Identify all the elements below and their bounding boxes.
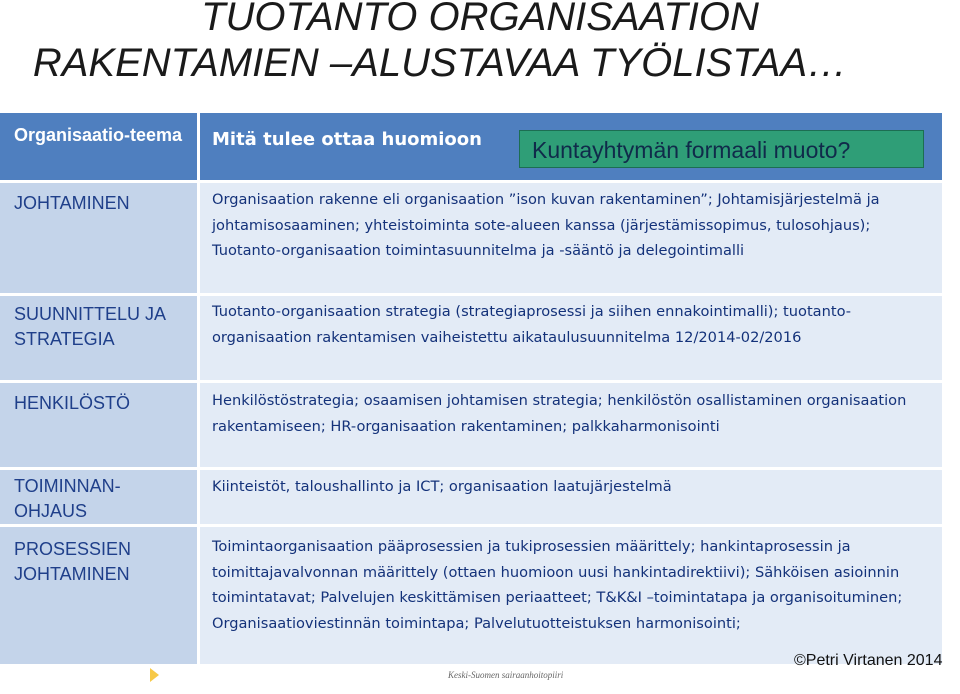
table-row bbox=[0, 527, 942, 667]
table-row bbox=[0, 183, 942, 296]
slide-title bbox=[0, 0, 960, 86]
row-content: Tuotanto-organisaation strategia (strategiaprosessi ja siihen ennakointimalli); tuotanto-organisaation rakentamisen vaiheistettu aikataulusuunnitelma 12/2014-02/2016 bbox=[200, 296, 942, 383]
copyright-notice: ©Petri Virtanen 2014 bbox=[794, 652, 943, 669]
row-theme: PROSESSIEN JOHTAMINEN bbox=[0, 527, 200, 667]
table-row bbox=[0, 470, 942, 527]
title-line-1: TUOTANTO ORGANISAATION bbox=[201, 0, 759, 39]
organization-logo-text: Keski-Suomen sairaanhoitopiiri bbox=[448, 670, 564, 680]
row-theme: JOHTAMINEN bbox=[0, 183, 200, 296]
row-content: Organisaation rakenne eli organisaation ”ison kuvan rakentaminen”; Johtamisjärjestelmä ja johtamisosaaminen; yhteistoiminta sote-alueen kanssa (järjestämissopimus, tulosohjaus); Tuotanto-organisaation toimintasuunnitelma ja -sääntö ja delegointimalli bbox=[200, 183, 942, 296]
row-content: Toimintaorganisaation pääprosessien ja tukiprosessien määrittely; hankintaprosessin ja toimittajavalvonnan määrittely (ottaen huomioon uusi hankintadirektiivi); Sähköisen asioinnin toimintatavat; Palvelujen keskittämisen periaatteet; T&K&I –toimintatapa ja organisoituminen; Organisaatioviestinnän toimintapa; Palvelutuotteistuksen harmonisointi; bbox=[200, 527, 942, 667]
table-row bbox=[0, 383, 942, 470]
row-content: Henkilöstöstrategia; osaamisen johtamisen strategia; henkilöstön osallistaminen organisaation rakentamiseen; HR-organisaation rakentaminen; palkkaharmonisointi bbox=[200, 383, 942, 470]
formal-form-callout: Kuntayhtymän formaali muoto? bbox=[519, 130, 924, 168]
header-theme: Organisaatio-teema bbox=[0, 113, 200, 183]
work-list-table bbox=[0, 113, 942, 667]
title-line-2: RAKENTAMIEN –ALUSTAVAA TYÖLISTAA… bbox=[32, 41, 848, 85]
row-theme: TOIMINNAN-OHJAUS bbox=[0, 470, 200, 527]
arrow-icon bbox=[150, 668, 159, 682]
row-theme: HENKILÖSTÖ bbox=[0, 383, 200, 470]
row-content: Kiinteistöt, taloushallinto ja ICT; organisaation laatujärjestelmä bbox=[200, 470, 942, 527]
row-theme: SUUNNITTELU JA STRATEGIA bbox=[0, 296, 200, 383]
header-considerations: Mitä tulee ottaa huomioon bbox=[200, 113, 942, 183]
table-row bbox=[0, 296, 942, 383]
